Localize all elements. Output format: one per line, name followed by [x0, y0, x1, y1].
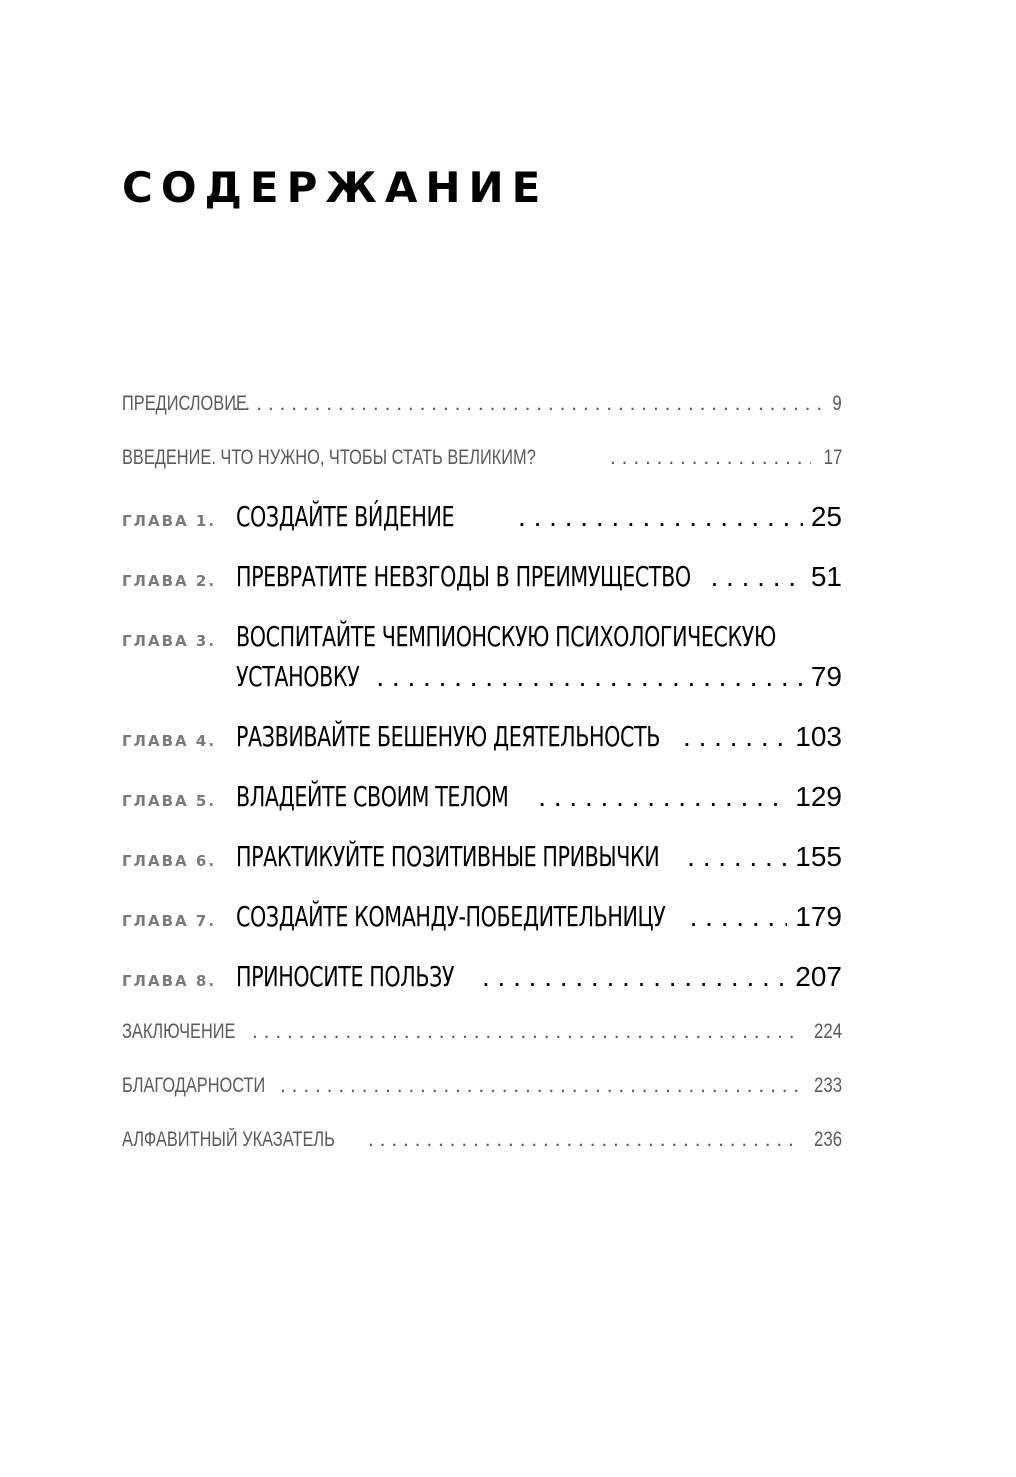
toc-page-number: 224	[813, 1020, 842, 1043]
toc-entry-conclusion[interactable]	[122, 1020, 842, 1074]
toc-entry-title: СОЗДАЙТЕ ВИ́ДЕНИЕ	[236, 500, 455, 533]
toc-chapter-2[interactable]	[122, 560, 842, 620]
dot-leader	[610, 446, 811, 470]
toc-page-number: 236	[813, 1128, 842, 1151]
toc-chapter-5[interactable]	[122, 780, 842, 840]
toc-page-number: 79	[810, 661, 842, 692]
toc-page-number: 233	[813, 1074, 842, 1097]
toc-chapter-6[interactable]	[122, 840, 842, 900]
toc-page-number: 51	[810, 561, 842, 592]
toc-chapter-8[interactable]	[122, 960, 842, 1020]
toc-page-number: 17	[823, 446, 842, 469]
toc-entry-title: РАЗВИВАЙТЕ БЕШЕНУЮ ДЕЯТЕЛЬНОСТЬ	[236, 720, 660, 753]
toc-entry-title: ПРЕДИСЛОВИЕ	[122, 392, 247, 415]
chapter-label: ГЛАВА 8.	[122, 972, 217, 990]
toc-entry-thanks[interactable]	[122, 1074, 842, 1128]
toc-chapter-1[interactable]	[122, 500, 842, 560]
toc-chapter-3[interactable]	[122, 620, 842, 720]
toc-page-number: 179	[795, 901, 842, 932]
dot-leader	[710, 561, 802, 593]
toc-entry-title: ВВЕДЕНИЕ. ЧТО НУЖНО, ЧТОБЫ СТАТЬ ВЕЛИКИМ?	[122, 446, 536, 469]
dot-leader	[280, 1074, 799, 1098]
dot-leader	[233, 392, 822, 416]
chapter-label: ГЛАВА 4.	[122, 732, 217, 750]
toc-page-number: 155	[795, 841, 842, 872]
toc-entry-title: ЗАКЛЮЧЕНИЕ	[122, 1020, 236, 1043]
page-title: СОДЕРЖАНИЕ	[122, 163, 549, 212]
table-of-contents	[122, 392, 842, 1182]
toc-entry-title-line1: ВОСПИТАЙТЕ ЧЕМПИОНСКУЮ ПСИХОЛОГИЧЕСКУЮ	[236, 620, 776, 653]
chapter-label: ГЛАВА 2.	[122, 572, 217, 590]
dot-leader	[538, 781, 787, 813]
chapter-label: ГЛАВА 3.	[122, 632, 217, 650]
toc-entry-intro[interactable]	[122, 446, 842, 500]
toc-page-number: 129	[795, 781, 842, 812]
chapter-label: ГЛАВА 1.	[122, 512, 217, 530]
toc-entry-title: ПРАКТИКУЙТЕ ПОЗИТИВНЫЕ ПРИВЫЧКИ	[236, 840, 660, 873]
toc-entry-title: ВЛАДЕЙТЕ СВОИМ ТЕЛОМ	[236, 780, 509, 813]
toc-page-number: 103	[795, 721, 842, 752]
dot-leader	[687, 841, 787, 873]
dot-leader	[690, 901, 788, 933]
toc-entry-title: СОЗДАЙТЕ КОМАНДУ-ПОБЕДИТЕЛЬНИЦУ	[236, 900, 666, 933]
toc-page-number: 25	[810, 501, 842, 532]
toc-chapter-4[interactable]	[122, 720, 842, 780]
dot-leader	[376, 661, 802, 693]
toc-entry-index[interactable]	[122, 1128, 842, 1182]
toc-entry-preface[interactable]	[122, 392, 842, 446]
dot-leader	[482, 961, 787, 993]
dot-leader	[252, 1020, 799, 1044]
chapter-label: ГЛАВА 7.	[122, 912, 217, 930]
toc-entry-title: БЛАГОДАРНОСТИ	[122, 1074, 266, 1097]
toc-entry-title: АЛФАВИТНЫЙ УКАЗАТЕЛЬ	[122, 1128, 335, 1151]
toc-entry-title: ПРИНОСИТЕ ПОЛЬЗУ	[236, 960, 455, 993]
dot-leader	[683, 721, 787, 753]
chapter-label: ГЛАВА 5.	[122, 792, 217, 810]
toc-entry-title-line2: УСТАНОВКУ	[236, 660, 360, 693]
toc-page-number: 9	[832, 392, 842, 415]
dot-leader	[518, 501, 803, 533]
dot-leader	[368, 1128, 799, 1152]
toc-entry-title: ПРЕВРАТИТЕ НЕВЗГОДЫ В ПРЕИМУЩЕСТВО	[236, 560, 691, 593]
toc-page-number: 207	[795, 961, 842, 992]
toc-chapter-7[interactable]	[122, 900, 842, 960]
chapter-label: ГЛАВА 6.	[122, 852, 217, 870]
